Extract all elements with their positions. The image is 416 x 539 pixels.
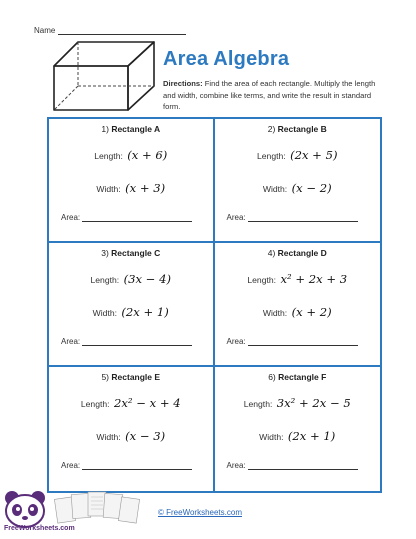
length-label: Length: [256,151,286,161]
problem-cell-4 [215,243,381,367]
problem-grid [47,117,382,493]
length-expression: 2x² − x + 4 [113,396,181,410]
problem-number: 4) [267,248,276,258]
area-label: Area: [226,337,246,346]
problem-title [49,248,213,258]
problem-name: Rectangle D [277,248,327,258]
length-expression: (x + 6) [127,148,168,162]
problem-title [49,372,213,382]
problem-title [215,124,381,134]
area-label: Area: [226,213,246,222]
problem-title [215,248,381,258]
problem-title [49,124,213,134]
width-expression: (x − 2) [291,181,332,195]
worksheet-title: Area Algebra [163,48,290,70]
problem-number: 2) [267,124,276,134]
problem-number: 1) [101,124,109,134]
directions [163,78,385,113]
directions-text: Find the area of each rectangle. Multiply the length and width, combine like terms, and write the result in standard form. [163,79,376,111]
rectangular-prism-illustration [50,38,160,114]
width-row [49,305,213,319]
area-label: Area: [61,213,81,222]
area-answer-line[interactable] [82,337,192,346]
area-label: Area: [61,461,81,470]
length-label: Length: [90,275,120,285]
width-expression: (x + 2) [291,305,332,319]
length-row [49,148,213,162]
length-row [215,272,381,286]
width-label: Width: [96,432,121,442]
width-expression: (2x + 1) [287,429,336,443]
area-answer-line[interactable] [248,337,358,346]
width-row [215,181,381,195]
length-row [215,396,381,410]
problem-name: Rectangle E [111,372,161,382]
width-expression: (2x + 1) [121,305,169,319]
area-label: Area: [226,461,246,470]
area-answer-line[interactable] [248,213,358,222]
area-row [227,461,358,470]
area-answer-line[interactable] [82,461,192,470]
length-row [215,148,381,162]
name-input-line[interactable] [58,26,186,35]
name-field [34,26,186,35]
width-label: Width: [92,308,118,318]
area-row [61,461,192,470]
length-row [49,272,213,286]
area-answer-line[interactable] [82,213,192,222]
area-label: Area: [61,337,81,346]
area-answer-line[interactable] [248,461,358,470]
problem-cell-2 [215,119,381,243]
problem-number: 6) [268,372,276,382]
copyright-link[interactable]: © FreeWorksheets.com [158,508,242,517]
area-row [61,337,192,346]
length-label: Length: [243,399,273,409]
problem-name: Rectangle C [111,248,161,258]
problem-cell-1 [49,119,215,243]
width-label: Width: [96,184,121,194]
width-expression: (x − 3) [125,429,166,443]
length-label: Length: [247,275,277,285]
width-row [49,429,213,443]
problem-title [215,372,381,382]
length-expression: 3x² + 2x − 5 [276,396,351,410]
problem-name: Rectangle A [111,124,161,134]
area-row [227,213,358,222]
length-label: Length: [80,399,110,409]
width-expression: (x + 3) [125,181,166,195]
length-expression: (3x − 4) [123,272,171,286]
problem-cell-5 [49,367,215,491]
area-row [227,337,358,346]
length-label: Length: [94,151,123,161]
problem-cell-6 [215,367,381,491]
problem-number: 3) [101,248,109,258]
length-expression: (2x + 5) [290,148,338,162]
length-row [49,396,213,410]
area-row [61,213,192,222]
width-row [49,181,213,195]
name-label: Name [34,26,56,35]
length-expression: x² + 2x + 3 [280,272,348,286]
width-label: Width: [262,308,288,318]
width-label: Width: [259,432,284,442]
width-label: Width: [262,184,288,194]
width-row [215,305,381,319]
problem-cell-3 [49,243,215,367]
problem-name: Rectangle F [278,372,327,382]
directions-label: Directions: [163,79,203,88]
logo-text: FreeWorksheets.com [4,525,75,532]
worksheet-thumbnails [54,488,142,526]
problem-number: 5) [101,372,110,382]
problem-name: Rectangle B [277,124,327,134]
width-row [215,429,381,443]
